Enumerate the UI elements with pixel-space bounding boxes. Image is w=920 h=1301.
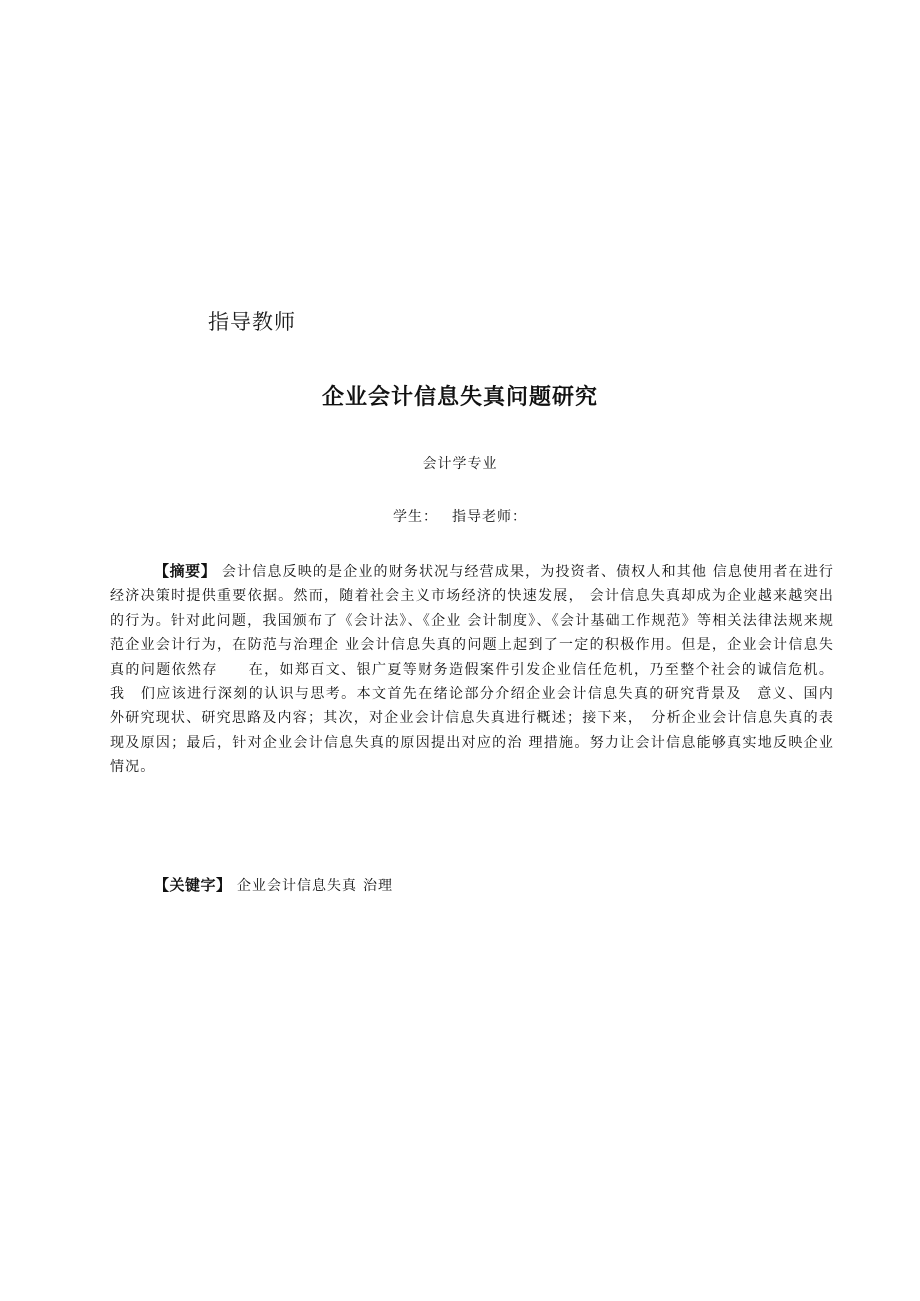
major-line: 会计学专业 [422, 456, 498, 472]
keyword-item: 治理 [362, 878, 393, 894]
advisor-label: 指导老师： [452, 509, 527, 525]
abstract-paragraph [110, 559, 834, 780]
keywords-line [154, 874, 399, 895]
student-label: 学生： [393, 509, 438, 525]
student-advisor-line [0, 506, 920, 526]
paper-title: 企业会计信息失真问题研究 [321, 385, 598, 410]
keywords-label: 【关键字】 [154, 876, 232, 894]
keyword-item: 企业会计信息失真 [236, 878, 357, 894]
abstract-label: 【摘要】 [154, 562, 217, 580]
abstract-text: 会计信息反映的是企业的财务状况与经营成果，为投资者、债权人和其他 信息使用者在进行经济决策时提供重要依据。然而，随着社会主义市场经济的快速发展， 会计信息失真却成为企业越来越突出的行为。针对此问题，我国颁布了《会计法》、《企业 会计制度》、《会计基础工作规范》等相关法律法规来规范企业会计行为，在防范与治理企 业会计信息失真的问题上起到了一定的积极作用。但是，企业会计信息失真的问题依然存 在，如郑百文、银广夏等财务造假案件引发企业信任危机，乃至整个社会的诚信危机。我 们应该进行深刻的认识与思考。本文首先在绪论部分介绍企业会计信息失真的研究背景及 意义、国内外研究现状、研究思路及内容；其次，对企业会计信息失真进行概述；接下来， 分析企业会计信息失真的表现及原因；最后，针对企业会计信息失真的原因提出对应的治 理措施。努力让会计信息能够真实地反映企业情况。 [110, 564, 834, 776]
advisor-heading: 指导教师 [208, 310, 296, 334]
